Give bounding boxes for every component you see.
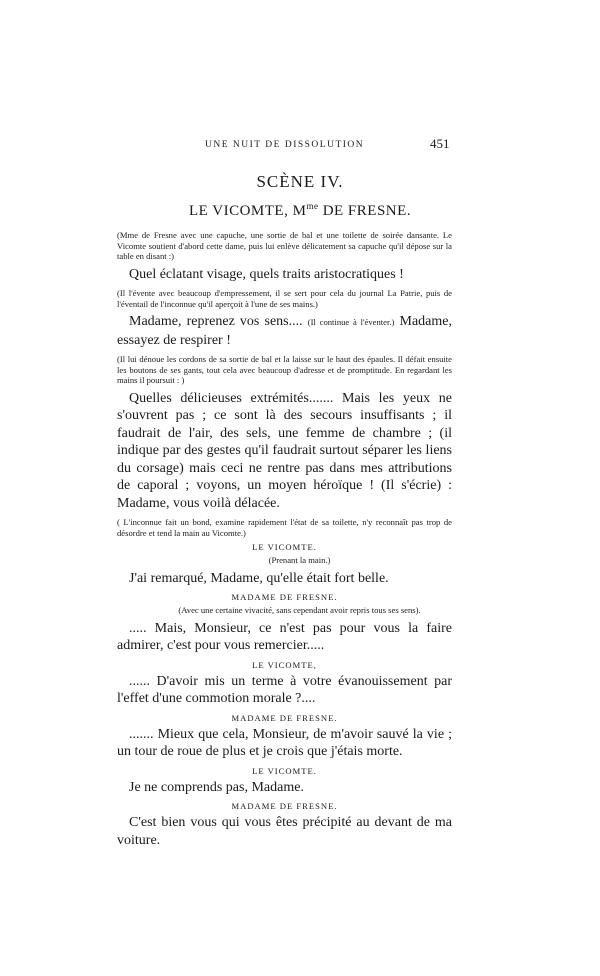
character-list-part: LE VICOMTE, M (188, 203, 307, 219)
dialogue-text: Madame, reprenez vos sens.... (129, 314, 308, 329)
dialogue-line: C'est bien vous qui vous êtes précipité au devant de ma voiture. (117, 815, 452, 848)
dialogue-line: J'ai remarqué, Madame, qu'elle était fort belle. (129, 570, 389, 586)
speaker-name: LE VICOMTE, (252, 659, 317, 670)
speaker-name: MADAME DE FRESNE. (231, 712, 338, 723)
speaker-name: MADAME DE FRESNE. (231, 592, 338, 602)
dialogue-line: Je ne comprends pas, Madame. (129, 779, 304, 795)
stage-direction: (Il l'évente avec beaucoup d'empressement, il se sert pour cela du journal La Patrie, puis de l'éventail de l'inconnue qu'il aperçoit à l'une de ses mains.) (117, 288, 452, 309)
stage-direction: (Prenant la main.) (268, 555, 331, 565)
running-title: UNE NUIT DE DISSOLUTION (205, 140, 365, 150)
speaker-name: MADAME DE FRESNE. (231, 801, 338, 811)
dialogue-line: Quel éclatant visage, quels traits aristocratiques ! (129, 266, 404, 282)
dialogue-line (117, 313, 452, 349)
character-list (0, 201, 600, 220)
scene-title: SCÈNE IV. (256, 172, 344, 191)
speaker-name: LE VICOMTE. (252, 542, 317, 552)
dialogue-line: Quelles délicieuses extrémités....... Mais les yeux ne s'ouvrent pas ; ce sont là des secours insuffisants ; il faudrait de l'air, des sels, une femme de chambre ; (il indique par des gestes qu'il faudrait surtout séparer les liens du corsage) mais ceci ne rentre pas dans mes attributions de caporal ; voyons, un moyen héroïque ! (Il s'écrie) : Madame, vous voilà délacée. (117, 390, 452, 511)
stage-direction: (Mme de Fresne avec une capuche, une sortie de bal et une toilette de soirée dansante. Le Vicomte soutient d'abord cette dame, puis lui enlève délicatement sa capuche qu'il dépose sur la table en disant :) (117, 230, 452, 261)
dialogue-line: ...... D'avoir mis un terme à votre évanouissement par l'effet d'une commotion morale ?.... (117, 673, 452, 706)
dialogue-line: ..... Mais, Monsieur, ce n'est pas pour vous la faire admirer, c'est pour vous remercier..... (117, 620, 452, 653)
stage-direction: (Avec une certaine vivacité, sans cependant avoir repris tous ses sens). (178, 605, 421, 615)
play-text (117, 230, 452, 854)
dialogue-text: Madame, essayez de respirer ! (117, 314, 452, 348)
speaker-name: LE VICOMTE. (252, 765, 317, 776)
stage-direction: ( L'inconnue fait un bond, examine rapidement l'état de sa toilette, n'y reconnaît pas trop de désordre et tend la main au Vicomte.) (117, 517, 452, 538)
page-number: 451 (430, 136, 450, 151)
inline-stage-direction: (Il continue à l'éventer.) (307, 317, 395, 327)
character-list-sup: me (306, 201, 319, 211)
stage-direction: (Il lui dénoue les cordons de sa sortie de bal et la laisse sur le haut des épaules. Il défait ensuite les boutons de ses gants, tout cela avec beaucoup d'adresse et de promptitude. En regardant les mains il poursuit : ) (117, 354, 452, 385)
character-list-part: DE FRESNE. (318, 203, 412, 219)
dialogue-line: ....... Mieux que cela, Monsieur, de m'avoir sauvé la vie ; un tour de roue de plus et je crois que j'étais morte. (117, 726, 452, 759)
